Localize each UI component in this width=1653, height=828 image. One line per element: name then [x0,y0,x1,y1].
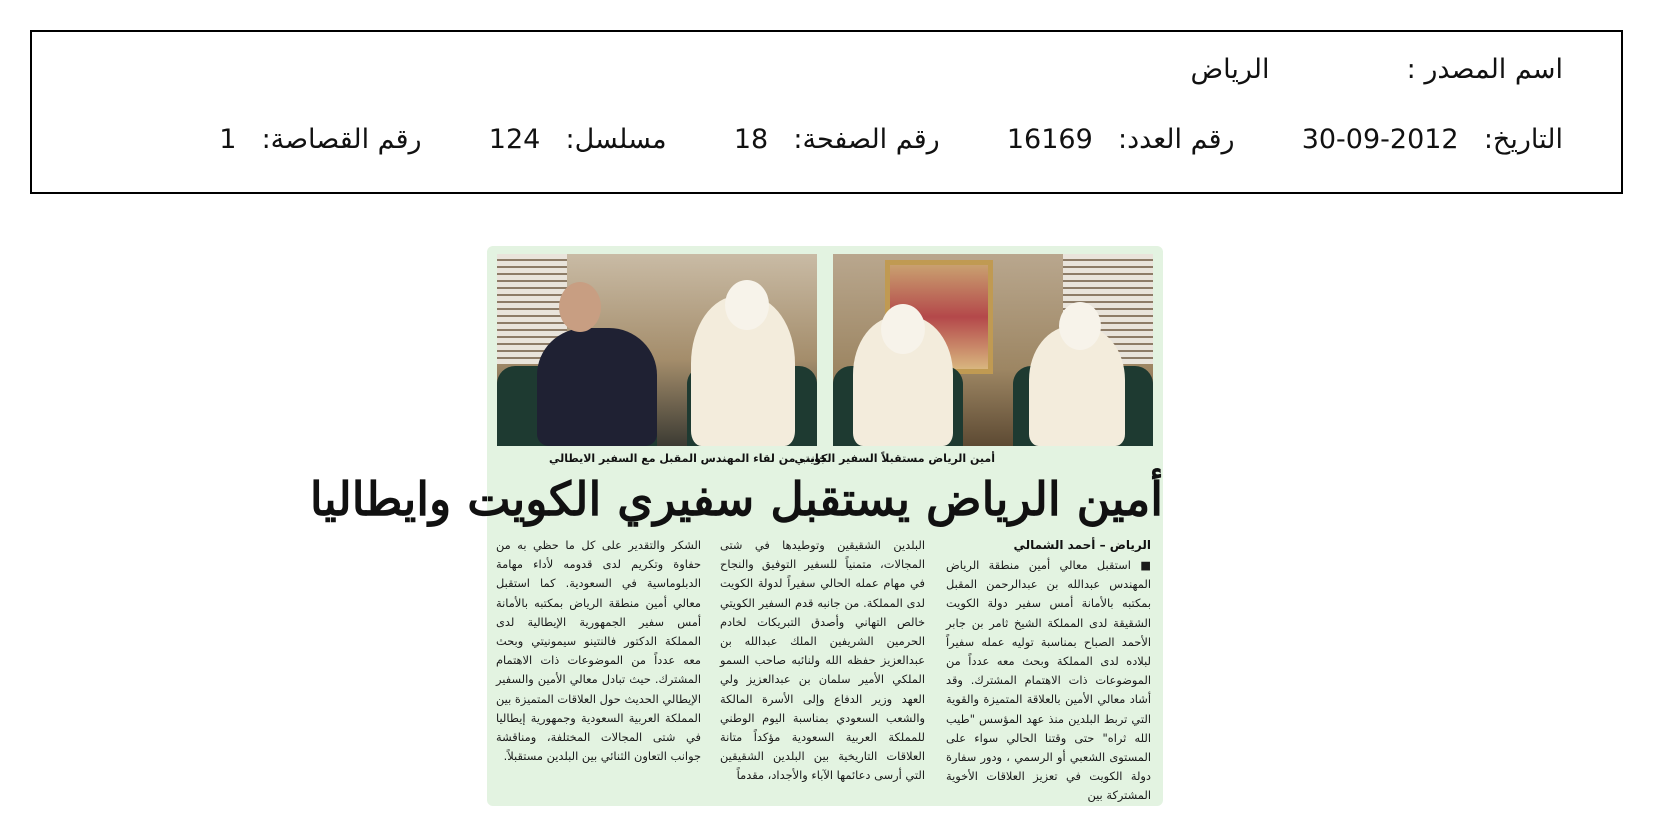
issue-value: 16169 [1006,124,1093,155]
source-info-box [30,30,1623,194]
article-column-2-text: البلدين الشقيقين وتوطيدها في شتى المجالات، متمنياً للسفير التوفيق والنجاح في مهام عمله الحالي سفيراً لدولة الكويت لدى المملكة. من جانبه قدم السفير الكويتي خالص التهاني وأصدق التبريكات لخادم الحرمين الشريفين الملك عبدالله بن عبدالعزيز حفظه الله ولنائبه صاحب السمو الملكي الأمير سلمان بن عبدالعزيز ولي العهد وزير الدفاع وإلى الأسرة المالكة والشعب السعودي بمناسبة اليوم الوطني للمملكة العربية السعودية مؤكداً متانة العلاقات التاريخية بين البلدين الشقيقين التي أرسى دعائمها الآباء والأجداد، مقدماً [720,538,925,783]
page-value: 18 [733,124,769,155]
issue-label: رقم العدد: [1117,124,1235,155]
article-column-1 [946,556,1151,801]
photo-italian-ambassador [497,254,817,446]
article-column-1-text: ■ استقبل معالي أمين منطقة الرياض المهندس عبدالله بن عبدالرحمن المقبل بمكتبه بالأمانة أمس سفير دولة الكويت الشقيقة لدى المملكة الشيخ ثامر بن جابر الأحمد الصباح بمناسبة توليه عمله سفيراً لبلاده لدى المملكة وبحث معه عدداً من الموضوعات ذات الاهتمام المشترك. وقد أشاد معالي الأمين بالعلاقة المتميزة والقوية التي تربط البلدين منذ عهد المؤسس "طيب الله ثراه" حتى وقتنا الحالي سواء على المستوى الشعبي أو الرسمي ، ودور سفارة دولة الكويت في تعزيز العلاقات الأخوية المشتركة بين [946,558,1151,803]
source-line [1190,54,1563,85]
person-right-head [1059,302,1101,350]
article-column-2 [720,536,925,804]
photo-caption-left: جانب من لقاء المهندس المقبل مع السفير الايطالي [549,452,828,465]
newspaper-clipping [309,246,1163,806]
page-label: رقم الصفحة: [793,124,940,155]
person-suit-head [559,282,601,332]
date-label: التاريخ: [1483,124,1563,155]
serial-label: مسلسل: [565,124,667,155]
article-byline: الرياض – أحمد الشمالي [1013,538,1151,552]
metadata-line [219,124,1563,155]
article-column-3 [496,536,701,804]
person-robe-head [725,280,769,330]
photo-kuwaiti-ambassador [833,254,1153,446]
serial-value: 124 [488,124,541,155]
clip-label: رقم القصاصة: [261,124,422,155]
article-column-3-text: الشكر والتقدير على كل ما حظي به من حفاوة وتكريم لدى قدومه لأداء مهامة الدبلوماسية في السعودية. كما استقبل معالي أمين منطقة الرياض بمكتبه بالأمانة أمس سفير الجمهورية الإيطالية لدى المملكة الدكتور فالنتينو سيمونيتي وبحث معه عدداً من الموضوعات ذات الاهتمام المشترك. حيث تبادل معالي الأمين والسفير الإيطالي الحديث حول العلاقات المتميزة بين المملكة العربية السعودية وجمهورية إيطاليا في شتى المجالات المختلفة، ومناقشة جوانب التعاون الثنائي بين البلدين مستقبلاً. [495,538,701,764]
person-left-head [881,304,925,354]
person-suit [537,328,657,446]
photo-caption-right: أمين الرياض مستقبلاً السفير الكويتي [794,452,995,465]
clip-value: 1 [219,124,237,155]
date-value: 30-09-2012 [1301,124,1459,155]
article-headline: أمين الرياض يستقبل سفيري الكويت وايطاليا [309,472,1163,526]
source-label: اسم المصدر : [1406,54,1563,85]
source-value: الرياض [1190,54,1270,85]
